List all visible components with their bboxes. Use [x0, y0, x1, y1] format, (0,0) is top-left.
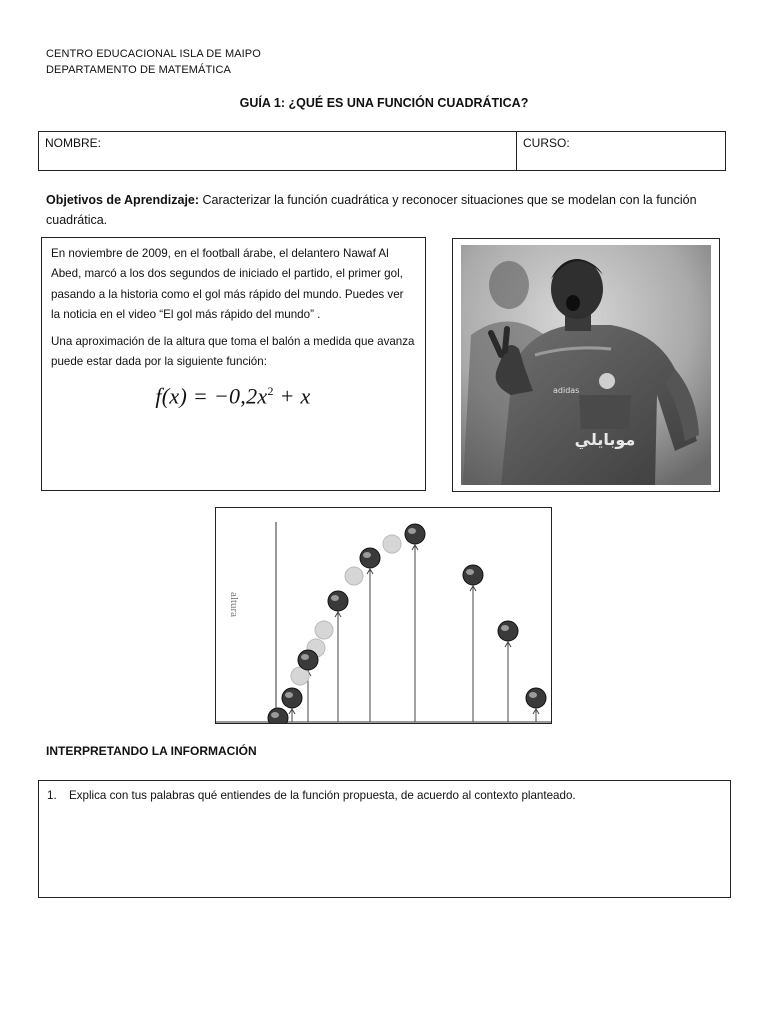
course-label: CURSO: [523, 136, 570, 150]
player-photo-frame [452, 238, 720, 492]
name-label: NOMBRE: [45, 136, 102, 150]
formula-rhs: + x [273, 383, 311, 409]
formula-exponent: 2 [267, 383, 274, 398]
question-text: Explica con tus palabras qué entiendes de la función propuesta, de acuerdo al contexto planteado. [69, 789, 576, 802]
player-photo [461, 245, 711, 485]
ball-highlight [271, 712, 279, 718]
student-info-table [38, 131, 726, 171]
ball-highlight [301, 654, 309, 660]
objectives-label: Objetivos de Aprendizaje: [46, 193, 200, 207]
ball-highlight [466, 569, 474, 575]
trajectory-illustration [216, 508, 551, 723]
faded-ball [345, 567, 363, 585]
ball-highlight [529, 692, 537, 698]
section-heading: INTERPRETANDO LA INFORMACIÓN [46, 744, 257, 758]
learning-objectives [46, 190, 726, 230]
ball [328, 591, 348, 611]
question-box[interactable] [38, 780, 731, 898]
ball-highlight [408, 528, 416, 534]
axis-label-altura: altura [228, 592, 240, 618]
ball-trajectory-figure [215, 507, 552, 724]
ball-positions [268, 524, 546, 723]
ball [463, 565, 483, 585]
faded-ball [383, 535, 401, 553]
jersey-brand-text: adidas [553, 386, 580, 395]
ball-highlight [363, 552, 371, 558]
faded-ball [315, 621, 333, 639]
ball [405, 524, 425, 544]
ball [526, 688, 546, 708]
objectives-text: Caracterizar la función cuadrática y reconocer situaciones que se modelan con la función cuadrática. [46, 193, 697, 227]
school-header [46, 46, 261, 78]
school-name: CENTRO EDUCACIONAL ISLA DE MAIPO [46, 48, 261, 60]
jersey-sponsor-text: موبايلي [574, 430, 636, 449]
department-name: DEPARTAMENTO DE MATEMÁTICA [46, 64, 231, 76]
ball-highlight [501, 625, 509, 631]
story-box [41, 237, 426, 491]
ball [282, 688, 302, 708]
question-number: 1. [47, 789, 57, 802]
ball [498, 621, 518, 641]
course-field[interactable] [517, 132, 725, 170]
ball [298, 650, 318, 670]
guide-title: GUÍA 1: ¿QUÉ ES UNA FUNCIÓN CUADRÁTICA? [239, 96, 529, 110]
story-paragraph-1: En noviembre de 2009, en el football árabe, el delantero Nawaf Al Abed, marcó a los dos segundos de iniciado el partido, el primer gol, pasando a la historia como el gol más rápido del mundo. Puedes ver la noticia en el video “El gol más rápido del mundo” . [51, 247, 404, 321]
quadratic-formula [51, 381, 415, 407]
story-paragraph-2: Una aproximación de la altura que toma el balón a medida que avanza puede estar dada por la siguiente función: [51, 335, 415, 369]
formula-lhs: f(x) = −0,2x [155, 383, 268, 409]
ball-highlight [285, 692, 293, 698]
ball-highlight [331, 595, 339, 601]
ball [360, 548, 380, 568]
name-field[interactable] [39, 132, 517, 170]
